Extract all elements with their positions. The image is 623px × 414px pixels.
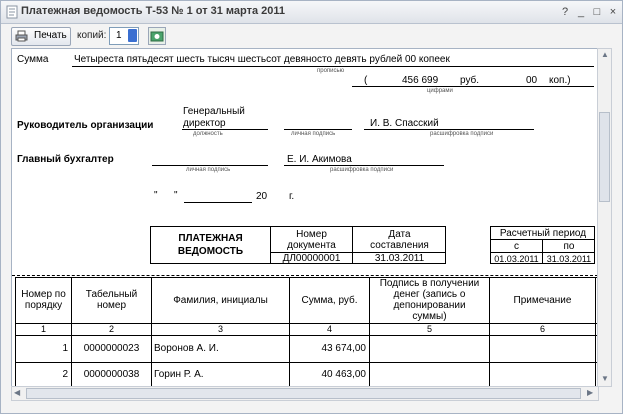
th-tab-2: номер <box>96 300 127 311</box>
head-signature-line <box>284 129 352 130</box>
row-name: Горин Р. А. <box>154 369 204 380</box>
sum-words-line <box>72 66 594 67</box>
spinner-icon[interactable] <box>128 29 137 42</box>
copies-value: 1 <box>116 30 122 41</box>
sum-label: Сумма <box>17 54 49 65</box>
th-sign-4: суммы) <box>412 311 447 322</box>
print-label: Печать <box>34 30 67 41</box>
camera-icon[interactable] <box>148 27 166 45</box>
head-decode-line <box>364 129 534 130</box>
horizontal-scroll-thumb[interactable] <box>26 388 581 399</box>
doc-date-value: 31.03.2011 <box>374 253 425 264</box>
accountant-caption-decode: расшифровка подписи <box>330 167 394 173</box>
scroll-right-icon[interactable]: ▶ <box>587 388 594 397</box>
vertical-scroll-thumb[interactable] <box>599 112 610 202</box>
caption-digits: цифрами <box>427 88 453 94</box>
help-button[interactable]: ? <box>561 6 569 18</box>
printer-icon <box>15 30 28 42</box>
col-number-5: 5 <box>426 324 432 334</box>
caption-decode: расшифровка подписи <box>430 131 494 137</box>
col-number-1: 1 <box>40 324 46 334</box>
head-label: Руководитель организации <box>17 120 154 131</box>
doc-title-line2: ВЕДОМОСТЬ <box>177 246 244 257</box>
period-to: 31.03.2011 <box>546 254 592 264</box>
col-number-4: 4 <box>326 324 332 334</box>
copies-input[interactable] <box>109 27 139 45</box>
title-bar <box>1 1 622 24</box>
accountant-name: Е. И. Акимова <box>287 154 352 165</box>
year-text: 20 <box>256 191 268 202</box>
th-sign-3: депонировании <box>393 300 466 311</box>
minimize-button[interactable]: _ <box>577 6 585 18</box>
date-month-line <box>184 202 252 203</box>
th-note: Примечание <box>513 295 572 306</box>
th-sign-2: денег (запись о <box>393 289 466 300</box>
caption-signature: личная подпись <box>291 131 336 137</box>
period-to-label: по <box>563 241 575 252</box>
head-position-line <box>182 129 268 130</box>
horizontal-scrollbar[interactable] <box>11 386 599 401</box>
head-name: И. В. Спасский <box>370 118 439 129</box>
head-position-line2: директор <box>183 118 226 129</box>
copies-label: копий: <box>77 30 107 41</box>
caption-position: должность <box>193 131 223 137</box>
maximize-button[interactable]: □ <box>593 6 601 18</box>
date-header-line2: составления <box>370 240 429 251</box>
sum-kop-label: коп.) <box>549 75 571 86</box>
accountant-decode-line <box>284 165 444 166</box>
scroll-up-icon[interactable]: ▲ <box>601 50 609 59</box>
th-name: Фамилия, инициалы <box>173 295 268 306</box>
doc-number-value: ДЛ00000001 <box>282 253 341 264</box>
head-position-line1: Генеральный <box>183 106 245 117</box>
caption-words: прописью <box>317 68 345 74</box>
doc-title-line1: ПЛАТЕЖНАЯ <box>178 233 243 244</box>
document-area <box>11 48 599 387</box>
row-sum: 40 463,00 <box>321 369 366 380</box>
accountant-signature-line <box>152 165 268 166</box>
print-button[interactable] <box>11 27 71 46</box>
table-top-border <box>15 277 598 278</box>
table-row1-bottom <box>15 362 598 363</box>
number-header-line2: документа <box>287 240 336 251</box>
window-title: Платежная ведомость Т-53 № 1 от 31 марта 2011 <box>21 5 286 17</box>
col-number-2: 2 <box>108 324 114 334</box>
sum-rub-value: 456 699 <box>402 75 439 86</box>
year-suffix: г. <box>289 191 295 202</box>
period-from-label: с <box>514 241 519 252</box>
th-tab-1: Табельный <box>85 289 138 300</box>
row-no: 1 <box>62 343 68 354</box>
row-name: Воронов А. И. <box>154 343 219 354</box>
sum-digits-line <box>352 86 594 87</box>
period-from: 01.03.2011 <box>494 254 539 264</box>
th-sign-1: Подпись в получении <box>379 278 480 289</box>
sum-in-words: Четыреста пятьдесят шесть тысяч шестьсот девяносто девять рублей 00 копеек <box>74 54 450 65</box>
th-number-2: порядку <box>24 300 63 311</box>
toolbar <box>1 24 622 46</box>
table-col-border-6 <box>595 277 596 386</box>
row-sum: 43 674,00 <box>321 343 366 354</box>
th-sum: Сумма, руб. <box>301 295 358 306</box>
row-tab: 0000000038 <box>83 369 140 380</box>
col-number-6: 6 <box>539 324 545 334</box>
document-icon <box>5 5 19 19</box>
vertical-scrollbar[interactable] <box>597 48 612 387</box>
date-quote-open: " <box>154 190 158 201</box>
period-header: Расчетный период <box>499 228 587 239</box>
date-quote-close: " <box>174 190 178 201</box>
page-separator <box>12 275 598 276</box>
col-number-3: 3 <box>217 324 223 334</box>
number-header-line1: Номер <box>296 229 327 240</box>
sum-rub-label: руб. <box>460 75 480 86</box>
scroll-left-icon[interactable]: ◀ <box>14 388 21 397</box>
row-tab: 0000000023 <box>83 343 140 354</box>
sum-open-paren: ( <box>364 75 368 86</box>
accountant-caption-signature: личная подпись <box>186 167 231 173</box>
th-number-1: Номер по <box>21 289 66 300</box>
date-header-line1: Дата <box>388 229 411 240</box>
close-button[interactable]: × <box>609 6 617 18</box>
scroll-down-icon[interactable]: ▼ <box>601 374 609 383</box>
accountant-label: Главный бухгалтер <box>17 154 114 165</box>
table-colnum-bottom <box>15 335 598 336</box>
sum-kop-value: 00 <box>526 75 538 86</box>
row-no: 2 <box>62 369 68 380</box>
